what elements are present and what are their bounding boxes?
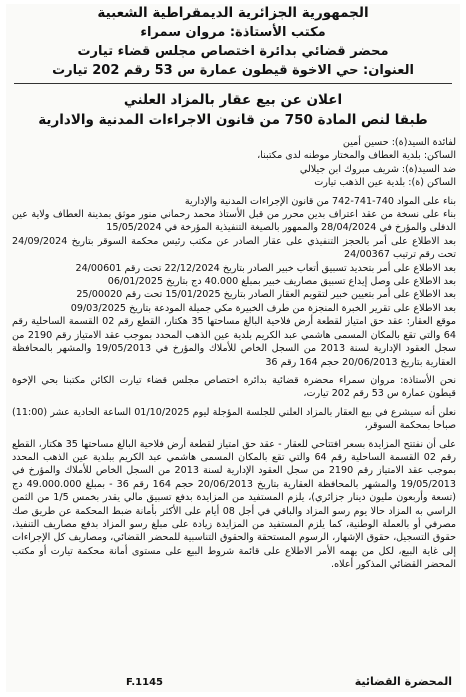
notice-footer [6, 672, 460, 688]
header-bailiff: محضر قضائي بدائرة اختصاص مجلس قضاء تيارت [77, 44, 389, 59]
header-office: مكتب الأستاذة: مروان سمراء [140, 25, 326, 40]
reference-code: F.1145 [126, 677, 163, 688]
header-republic: الجمهورية الجزائرية الديمقراطية الشعبية [97, 5, 369, 21]
announcement-subtitle: طبقا لنص المادة 750 من قانون الاجراءات المدنية والادارية [38, 112, 428, 128]
signature-label: المحضرة القضائية [354, 675, 452, 688]
property-location: موقع العقار: عقد حق امتياز لقطعة أرض فلاحية البالغ مساحتها 35 هكتار، القطع رقم 02 القسمة الساحلية رقم 64 والتي تقع بالمكان المسمى هاشمي عبد الكريم بلدية عين الذهب المحدد بموجب عقد الامتياز رقم 2190 من سجل العقود الإدارية لسنة 2013 من السجل الخاص للأملاك والمؤرخ في 19/05/2013 والمشهر بالمحافظة العقارية بتاريخ 20/06/2013 حجم 164 رقم 36 [12, 316, 456, 368]
announcement-title: اعلان عن بيع عقار بالمزاد العلني [123, 92, 343, 108]
legal-basis-articles: بناء على المواد 740-741-742 من قانون الإجراءات المدنية والإدارية [184, 195, 456, 207]
beneficiary-line: لفائدة السيد(ة): حسين أمين [342, 137, 456, 148]
defendant-residence: الساكن (ة): بلدية عين الذهب تيارت [314, 177, 456, 189]
expert-appointment: بعد الاطلاع على أمر بتعيين خبير لتقويم العقار الصادر بتاريخ 15/01/2025 تحت رقم 25/00020 [76, 289, 456, 301]
expert-fee-order: بعد الاطلاع على أمر بتحديد تسبيق أتعاب خبير الصادر بتاريخ 22/12/2024 تحت رقم 24/00601 [75, 262, 456, 274]
expert-report: بعد الاطلاع على تقرير الخبرة المنجزة من طرف الخبيرة مكي جميلة المودعة بتاريخ 09/03/2025 [70, 302, 456, 314]
auction-terms: على أن نفتتح المزايدة بسعر افتتاحي للعقار - عقد حق امتياز لقطعة أرض فلاحية البالغ مساحتها 35 هكتار، القطع رقم 02 القسمة الساحلية رقم 64 والتي تقع بالمكان المسمى هاشمي عبد الكريم ببلدية عين الذهب المحدد بموجب عقد الامتياز رقم 2190 من سجل العقود الإدارية لسنة 2013 من السجل الخاص للأملاك والمؤرخ في 19/05/2013 والمشهر بالمحافظة العقارية بتاريخ 20/06/2013 حجم 164 رقم 36 - بمبلغ 49.000.000 دج (تسعة وأربعون مليون دينار جزائري)، يلزم المستفيد من المزايدة بدفع تسبيق مالي يقدر بخمس 1/5 من الثمن الراسي به المزاد حالا يوم رسو المزاد والباقي في أجل 08 أيام على الأكثر بأمانة ضبط المحكمة عن طريق صك مصرفي أو بالعملة الوطنية، كما يلزم المستفيد من المزايدة زيادة على مبلغ رسو المزاد بدفع مصاريف التنفيذ، حقوق التسجيل، حقوق الإشهار، الرسوم المستحقة والحقوق التناسبية للمحضر القضائي، ومصاريف كل الإجراءات إلى غاية البيع، لكل من يهمه الأمر الاطلاع على قائمة شروط البيع على مستوى أمانة محكمة تيارت أو مكتب المحضر القضائي المذكور أعلاه. [12, 438, 457, 571]
beneficiary-residence: الساكن: بلدية العطاف والمختار موطنه لدى مكتبنا، [257, 150, 456, 162]
deposit-receipt: بعد الاطلاع على وصل إيداع تسبيق مصاريف خبير بمبلغ 40.000 دج بتاريخ 06/01/2025 [107, 276, 456, 288]
header-divider [14, 83, 452, 84]
notice-page [6, 4, 460, 692]
header-address: العنوان: حي الاخوة قيطون عمارة س 53 رقم 202 تيارت [52, 63, 414, 78]
auction-date: نعلن أنه سيشرع في بيع العقار بالمزاد العلني للجلسة المؤجلة ليوم 01/10/2025 الساعة الحادية عشر (11:00) صباحا بمحكمة السوقر، [12, 406, 456, 432]
defendant-line: ضد السيد(ة): شريف مبروك ابن جيلالي [299, 163, 456, 175]
seizure-order: بعد الاطلاع على أمر بالحجز التنفيذي على عقار الصادر عن مكتب رئيس محكمة السوقر بتاريخ 24/09/2024 تحت رقم ترتيب 24/00367 [12, 235, 456, 261]
bailiff-statement: نحن الأستاذة: مروان سمراء محضرة قضائية بدائرة اختصاص مجلس قضاء تيارت الكائن مكتبنا بحي الإخوة قيطون عمارة س 53 رقم 202 تيارت، [12, 374, 456, 400]
legal-basis-deed: بناء على نسخة من عقد اعتراف بدين محرر من قبل الأستاذ محمد رحماني منور موثق بمدينة العطاف ولاية عين الدفلى والمؤرخ في 28/04/2024 والممهور بالصيغة التنفيذية المؤرخة في 15/05/2024 [12, 209, 456, 234]
